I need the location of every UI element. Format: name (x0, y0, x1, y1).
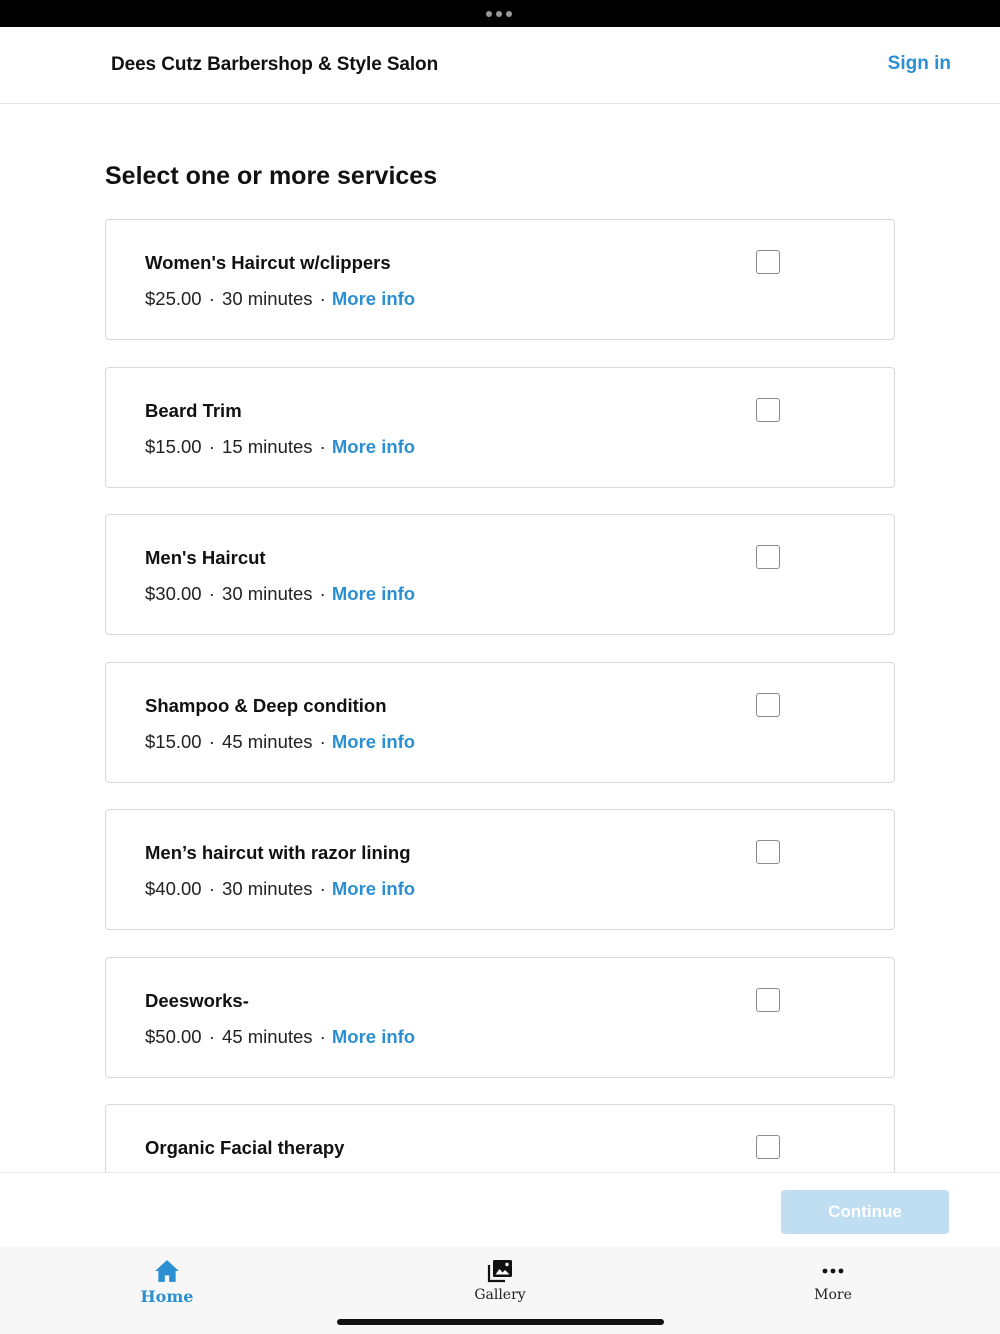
service-price: $40.00 (145, 878, 202, 899)
service-name: Men’s haircut with razor lining (145, 842, 411, 863)
service-price: $50.00 (145, 1025, 202, 1047)
service-checkbox[interactable] (756, 840, 780, 864)
more-info-link[interactable]: More info (331, 1025, 416, 1047)
service-list (105, 219, 895, 1172)
service-duration: 30 minutes (222, 878, 313, 899)
service-card[interactable] (105, 957, 895, 1078)
more-info-link[interactable]: More info (331, 435, 416, 457)
service-card[interactable] (105, 514, 895, 635)
footer-bar (0, 1172, 1000, 1247)
service-checkbox[interactable] (756, 398, 780, 422)
service-checkbox[interactable] (756, 1135, 780, 1159)
service-card[interactable] (105, 809, 895, 930)
more-info-link[interactable]: More info (331, 878, 416, 899)
service-duration: 30 minutes (222, 288, 313, 309)
gallery-icon (487, 1259, 513, 1283)
home-indicator (337, 1319, 664, 1325)
service-card[interactable] (105, 367, 895, 488)
more-info-link[interactable]: More info (331, 583, 416, 604)
service-checkbox[interactable] (756, 988, 780, 1012)
header (0, 27, 1000, 104)
service-price: $15.00 (145, 730, 202, 752)
more-info-link[interactable]: More info (331, 730, 416, 752)
more-dots-icon (820, 1259, 846, 1283)
tab-more[interactable] (763, 1247, 903, 1334)
service-meta: $40.00 · 30 minutes · More info (145, 878, 416, 899)
service-duration: 15 minutes (222, 435, 313, 457)
service-name: Organic Facial therapy (145, 1137, 345, 1158)
status-bar (0, 0, 1000, 27)
main-content[interactable] (0, 104, 1000, 1172)
service-price: $25.00 (145, 288, 202, 309)
business-name: Dees Cutz Barbershop & Style Salon (111, 54, 439, 75)
tab-label: Home (140, 1287, 194, 1306)
home-icon (154, 1259, 180, 1283)
service-card[interactable] (105, 1104, 895, 1172)
service-duration: 30 minutes (222, 583, 313, 604)
tab-label: More (814, 1287, 852, 1303)
service-price: $30.00 (145, 583, 202, 604)
sign-in-link[interactable]: Sign in (887, 53, 951, 74)
page-title: Select one or more services (105, 162, 438, 190)
service-meta: $30.00 · 30 minutes · More info (145, 583, 416, 604)
service-checkbox[interactable] (756, 545, 780, 569)
service-name: Deesworks- (145, 989, 249, 1011)
service-checkbox[interactable] (756, 250, 780, 274)
tab-home[interactable] (97, 1247, 237, 1334)
service-meta: $50.00 · 45 minutes · More info (145, 1025, 416, 1047)
service-card[interactable] (105, 219, 895, 340)
more-info-link[interactable]: More info (331, 288, 416, 309)
service-name: Men's Haircut (145, 547, 266, 568)
continue-button[interactable]: Continue (781, 1190, 949, 1234)
service-duration: 45 minutes (222, 730, 313, 752)
service-name: Beard Trim (145, 399, 242, 421)
service-meta: $15.00 · 15 minutes · More info (145, 435, 416, 457)
tab-label: Gallery (474, 1287, 526, 1303)
service-checkbox[interactable] (756, 693, 780, 717)
service-name: Women's Haircut w/clippers (145, 252, 391, 273)
service-card[interactable] (105, 662, 895, 783)
service-duration: 45 minutes (222, 1025, 313, 1047)
multitasking-dots-icon[interactable] (486, 11, 512, 17)
service-meta: $25.00 · 30 minutes · More info (145, 288, 416, 309)
service-meta: $15.00 · 45 minutes · More info (145, 730, 416, 752)
service-name: Shampoo & Deep condition (145, 694, 387, 716)
service-price: $15.00 (145, 435, 202, 457)
